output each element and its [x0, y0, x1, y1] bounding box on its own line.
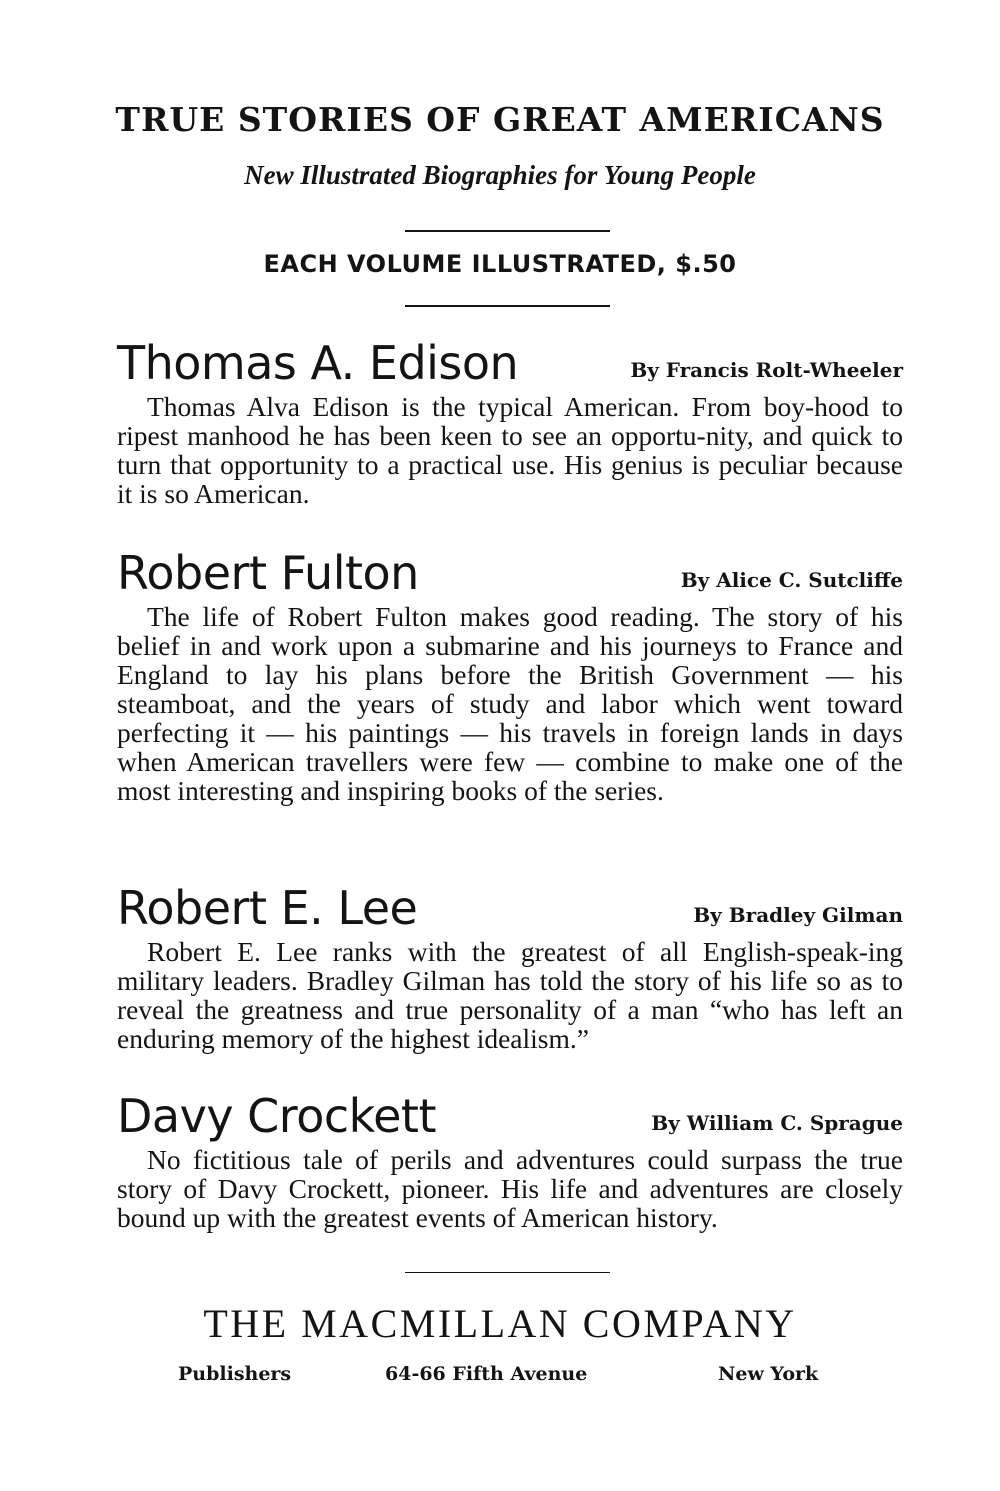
publisher-name: THE MACMILLAN COMPANY	[203, 1301, 797, 1346]
book-entry-edison	[117, 320, 903, 508]
book-title: Robert E. Lee	[117, 881, 418, 935]
book-description: No fictitious tale of perils and adventures could surpass the true story of Davy Crockett, pioneer. His life and adventures are closely bound up with the greatest events of American history.	[117, 1144, 903, 1233]
book-entry-fulton	[117, 530, 903, 805]
price-line: EACH VOLUME ILLUSTRATED, $.50	[263, 250, 737, 278]
book-title: Thomas A. Edison	[117, 336, 519, 390]
book-author: By Alice C. Sutcliffe	[680, 568, 903, 592]
page-title: TRUE STORIES OF GREAT AMERICANS	[115, 100, 885, 139]
divider-rule	[405, 305, 610, 307]
book-description: The life of Robert Fulton makes good reading. The story of his belief in and work upon a submarine and his journeys to France and England to lay his plans before the British Government — his steamboat, and the years of study and labor which went toward perfecting it — his paintings — his travels in foreign lands in days when American travellers were few — combine to make one of the most interesting and inspiring books of the series.	[117, 601, 903, 806]
book-title: Robert Fulton	[117, 546, 419, 600]
publisher-label: Publishers	[178, 1363, 292, 1385]
book-author: By Francis Rolt-Wheeler	[630, 358, 903, 382]
book-entry-crockett	[117, 1073, 903, 1232]
publisher-address: 64-66 Fifth Avenue	[385, 1363, 588, 1385]
publisher-city: New York	[718, 1363, 819, 1385]
book-description: Thomas Alva Edison is the typical American. From boy-hood to ripest manhood he has been keen to see an opportu-nity, and quick to turn that opportunity to a practical use. His genius is peculiar because it is so American.	[117, 391, 903, 509]
book-description: Robert E. Lee ranks with the greatest of all English-speak-ing military leaders. Bradley Gilman has told the story of his life so as to reveal the greatness and true personality of a man “who has left an enduring memory of the highest idealism.”	[117, 936, 903, 1054]
divider-rule	[405, 1272, 610, 1273]
divider-rule	[405, 230, 610, 232]
book-entry-lee	[117, 865, 903, 1053]
book-author: By Bradley Gilman	[693, 903, 903, 927]
book-author: By William C. Sprague	[651, 1111, 903, 1135]
book-title: Davy Crockett	[117, 1089, 437, 1143]
page-subtitle: New Illustrated Biographies for Young People	[244, 160, 756, 190]
